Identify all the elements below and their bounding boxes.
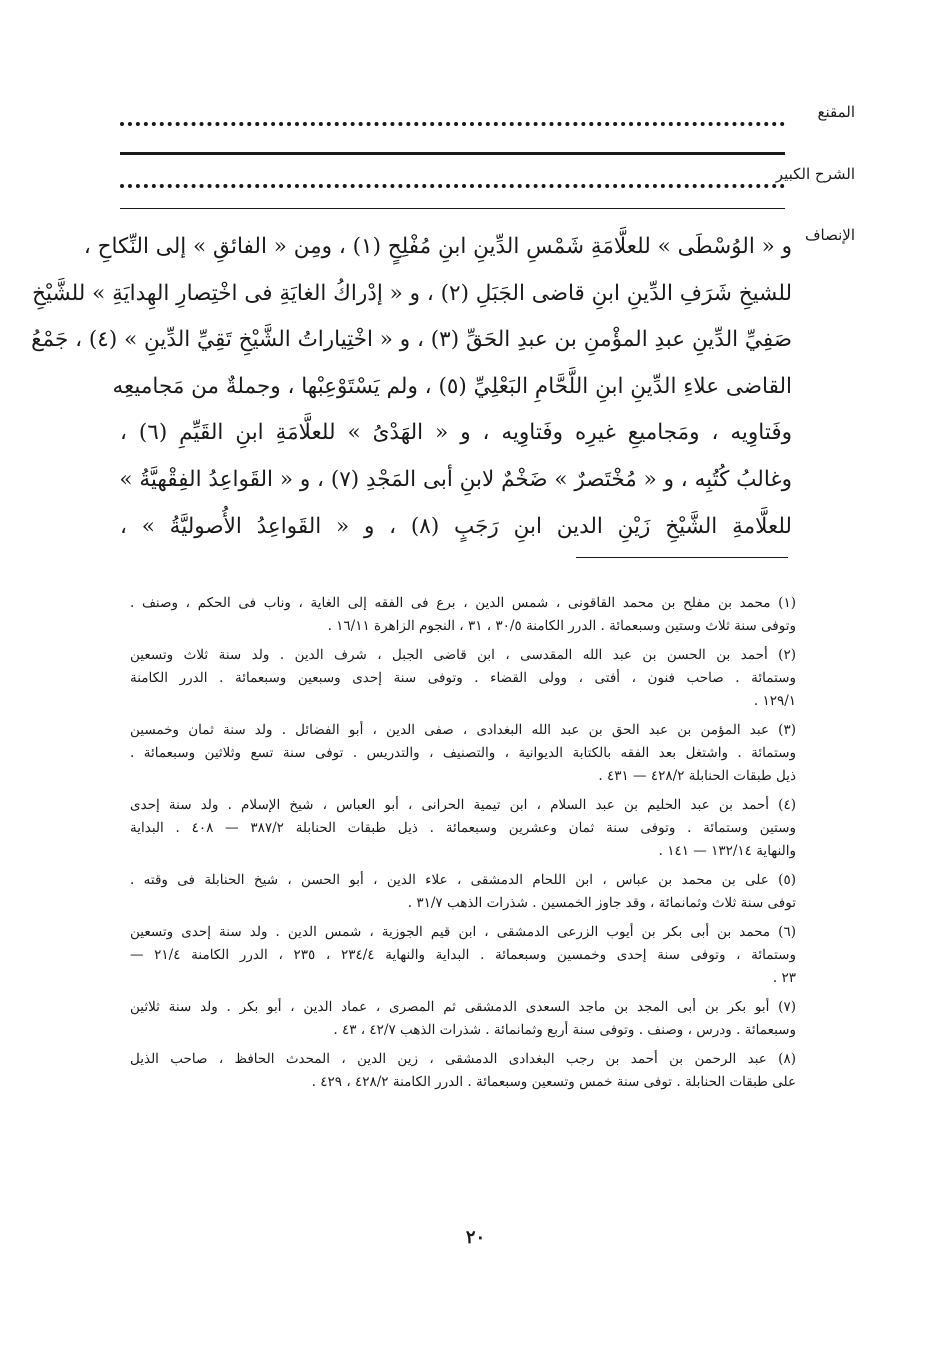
footnote-line: (٥) على بن محمد بن عباس ، ابن اللحام الدمشقى ، علاء الدين ، أبو الحسن ، شيخ الحنابلة فى وقته . bbox=[130, 872, 796, 888]
footnote-2 bbox=[130, 644, 796, 713]
page-number: ٢٠ bbox=[465, 1227, 486, 1248]
main-text-line: وفَتاوِيه ، ومَجاميعِ غيرِه وفَتاوِيه ، و « الهَدْىُ » للعلَّامَةِ ابنِ القَيِّمِ (٦) ، bbox=[120, 420, 792, 446]
label-muqni: المقنع bbox=[817, 103, 855, 121]
label-insaf: الإنصاف bbox=[804, 226, 855, 244]
main-text bbox=[31, 224, 792, 550]
section-rule-thick bbox=[120, 152, 785, 155]
footnote-line: وستين وستمائة . وتوفى سنة ثمان وعشرين وسبعمائة . ذيل طبقات الحنابلة ٣٨٧/٢ — ٤٠٨ . البداية bbox=[130, 820, 796, 836]
footnote-line: وتوفى سنة ثلاث وستين وسبعمائة . الدرر الكامنة ٣٠/٥ ، ٣١ ، النجوم الزاهرة ١٦/١١ . bbox=[327, 618, 796, 634]
footnote-line: وستمائة . صاحب فنون ، أفتى ، وولى القضاء . وتوفى سنة إحدى وسبعين وسبعمائة . الدرر الكامنة bbox=[130, 670, 796, 686]
footnote-line: (٣) عبد المؤمن بن عبد الحق بن عبد الله البغدادى ، صفى الدين ، أبو الفضائل . ولد سنة ثمان وخمسين bbox=[130, 722, 796, 738]
footnote-separator bbox=[576, 557, 788, 558]
main-text-line: وغالبُ كُتُبِه ، و « مُخْتَصرٌ » ضَخْمٌ لابنِ أبى المَجْدِ (٧) ، و « القَواعِدُ الفِقْهيَّةُ » bbox=[119, 466, 792, 492]
footnote-line: وستمائة ، وتوفى سنة إحدى وخمسين وسبعمائة . البداية والنهاية ٢٣٤/٤ ، ٢٣٥ ، الدرر الكامنة ٢١/٤ — bbox=[130, 947, 796, 963]
footnote-line: على طبقات الحنابلة . توفى سنة خمس وتسعين وسبعمائة . الدرر الكامنة ٤٢٨/٢ ، ٤٢٩ . bbox=[311, 1074, 796, 1090]
main-text-line: للعلَّامةِ الشَّيْخِ زَيْنِ الدين ابنِ رَجَبٍ (٨) ، و « القَواعِدُ الأُصوليَّةُ » ، bbox=[120, 513, 792, 539]
main-text-line: للشيخِ شَرَفِ الدِّينِ ابنِ قاضى الجَبَلِ (٢) ، و « إدْراكُ الغايَةِ فى اخْتِصارِ الهِدايَةِ » للشَّيْخِ bbox=[32, 280, 792, 306]
footnote-4 bbox=[130, 794, 796, 863]
footnote-line: (٨) عبد الرحمن بن أحمد بن رجب البغدادى الدمشقى ، زين الدين ، المحدث الحافظ ، صاحب الذيل bbox=[130, 1051, 796, 1067]
footnote-line: وستمائة . واشتغل بعد الفقه بالكتابة الديوانية ، والتصنيف ، والتدريس . توفى سنة تسع وثلاثين وسبعمائة . bbox=[130, 745, 796, 761]
footnote-line: (١) محمد بن مفلح بن محمد القاقونى ، شمس الدين ، برع فى الفقه إلى الغاية ، وناب فى الحكم ، وصنف . bbox=[130, 595, 796, 611]
footnote-line: توفى سنة ثلاث وثمانمائة ، وقد جاوز الخمسين . شذرات الذهب ٣١/٧ . bbox=[407, 895, 796, 911]
footnote-line: والنهاية ١٣٢/١٤ — ١٤١ . bbox=[658, 843, 796, 859]
footnote-line: ١٢٩/١ . bbox=[753, 693, 796, 709]
footnote-line: (٧) أبو بكر بن أبى المجد بن ماجد السعدى الدمشقى ثم المصرى ، عماد الدين ، أبو بكر . ولد سنة ثلاثين bbox=[130, 999, 796, 1015]
section-rule-thin bbox=[120, 208, 785, 209]
footnote-7 bbox=[130, 996, 796, 1042]
main-text-line: صَفِيِّ الدِّينِ عبدِ المؤْمنِ بن عبدِ الحَقِّ (٣) ، و « اخْتِياراتُ الشَّيْخِ تَقِيِّ الدِّينِ » (٤) ، جَمْعُ bbox=[31, 327, 792, 353]
footnote-5 bbox=[130, 869, 796, 915]
footnote-1 bbox=[130, 592, 796, 638]
footnote-3 bbox=[130, 719, 796, 788]
footnote-line: (٦) محمد بن أبى بكر بن أيوب الزرعى الدمشقى ، ابن قيم الجوزية ، شمس الدين . ولد سنة إحدى وتسعين bbox=[130, 924, 796, 940]
footnote-line: ٢٣ . bbox=[772, 970, 796, 986]
main-text-line: القاضى علاءِ الدِّينِ ابنِ اللَّحَّامِ البَعْلِيِّ (٥) ، ولم يَسْتَوْعِبْها ، وجملةٌ من مَجاميعِه bbox=[112, 373, 792, 399]
main-text-line: و « الوُسْطَى » للعلَّامَةِ شَمْسِ الدِّينِ ابنِ مُفْلِحٍ (١) ، ومِن « الفائقِ » إلى النِّكاحِ ، bbox=[83, 234, 792, 259]
footnote-line: ذيل طبقات الحنابلة ٤٢٨/٢ — ٤٣١ . bbox=[598, 768, 796, 784]
footnote-6 bbox=[130, 921, 796, 990]
footnote-line: وسبعمائة . ودرس ، وصنف . وتوفى سنة أربع وثمانمائة . شذرات الذهب ٤٢/٧ ، ٤٣ . bbox=[333, 1022, 796, 1038]
footnote-line: (٤) أحمد بن عبد الحليم بن عبد السلام ، ابن تيمية الحرانى ، أبو العباس ، شيخ الإسلام . ولد سنة إحدى bbox=[130, 797, 796, 813]
footnote-line: (٢) أحمد بن الحسن بن عبد الله المقدسى ، ابن قاضى الجبل ، شرف الدين . ولد سنة ثلاث وتسعين bbox=[130, 647, 796, 663]
dotted-line-muqni bbox=[120, 112, 785, 126]
label-sharh: الشرح الكبير bbox=[775, 165, 855, 183]
footnote-8 bbox=[130, 1048, 796, 1094]
footnotes bbox=[130, 592, 796, 1100]
dotted-line-sharh bbox=[120, 174, 785, 188]
